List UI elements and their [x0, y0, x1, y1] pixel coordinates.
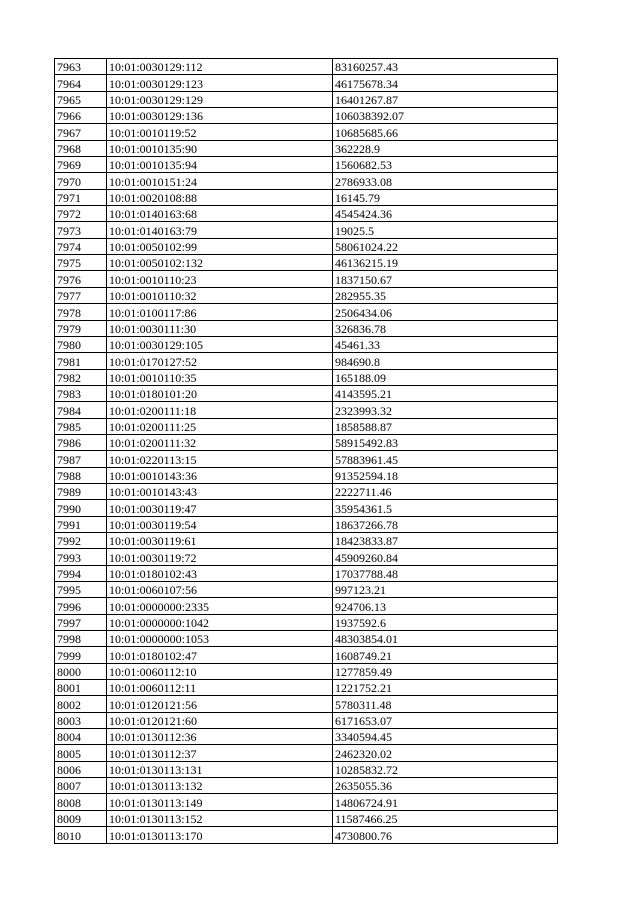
table-body — [55, 59, 558, 844]
table-row — [55, 680, 558, 696]
cadastral-number-cell: 10:01:0010119:52 — [107, 124, 333, 140]
cadastral-number-cell: 10:01:0000000:1053 — [107, 631, 333, 647]
cadastral-number-cell: 10:01:0130113:149 — [107, 794, 333, 810]
table-row — [55, 91, 558, 107]
cadastral-number-cell: 10:01:0060112:11 — [107, 680, 333, 696]
value-cell: 1221752.21 — [333, 680, 558, 696]
data-table — [54, 58, 558, 844]
cadastral-number-cell: 10:01:0010110:32 — [107, 287, 333, 303]
row-number-cell: 7973 — [55, 222, 107, 238]
value-cell: 3340594.45 — [333, 729, 558, 745]
row-number-cell: 7992 — [55, 532, 107, 548]
table-row — [55, 582, 558, 598]
value-cell: 10285832.72 — [333, 761, 558, 777]
table-row — [55, 255, 558, 271]
table-row — [55, 304, 558, 320]
cadastral-number-cell: 10:01:0000000:1042 — [107, 614, 333, 630]
table-row — [55, 467, 558, 483]
cadastral-number-cell: 10:01:0010151:24 — [107, 173, 333, 189]
table-row — [55, 549, 558, 565]
table-row — [55, 369, 558, 385]
row-number-cell: 8004 — [55, 729, 107, 745]
row-number-cell: 7977 — [55, 287, 107, 303]
table-row — [55, 598, 558, 614]
row-number-cell: 7978 — [55, 304, 107, 320]
row-number-cell: 7971 — [55, 189, 107, 205]
table-row — [55, 157, 558, 173]
cadastral-number-cell: 10:01:0000000:2335 — [107, 598, 333, 614]
table-row — [55, 173, 558, 189]
table-row — [55, 614, 558, 630]
table-row — [55, 124, 558, 140]
value-cell: 18637266.78 — [333, 516, 558, 532]
table-row — [55, 336, 558, 352]
row-number-cell: 8001 — [55, 680, 107, 696]
cadastral-number-cell: 10:01:0030129:105 — [107, 336, 333, 352]
cadastral-number-cell: 10:01:0050102:99 — [107, 238, 333, 254]
cadastral-number-cell: 10:01:0140163:68 — [107, 206, 333, 222]
table-row — [55, 189, 558, 205]
table-row — [55, 75, 558, 91]
table-row — [55, 778, 558, 794]
value-cell: 165188.09 — [333, 369, 558, 385]
value-cell: 4730800.76 — [333, 827, 558, 843]
table-row — [55, 320, 558, 336]
table-row — [55, 565, 558, 581]
value-cell: 4545424.36 — [333, 206, 558, 222]
value-cell: 997123.21 — [333, 582, 558, 598]
cadastral-number-cell: 10:01:0180101:20 — [107, 385, 333, 401]
value-cell: 2323993.32 — [333, 402, 558, 418]
cadastral-number-cell: 10:01:0010110:23 — [107, 271, 333, 287]
row-number-cell: 7966 — [55, 108, 107, 124]
row-number-cell: 8007 — [55, 778, 107, 794]
cadastral-number-cell: 10:01:0030119:47 — [107, 500, 333, 516]
row-number-cell: 7963 — [55, 59, 107, 75]
value-cell: 46175678.34 — [333, 75, 558, 91]
value-cell: 14806724.91 — [333, 794, 558, 810]
value-cell: 282955.35 — [333, 287, 558, 303]
cadastral-number-cell: 10:01:0180102:43 — [107, 565, 333, 581]
value-cell: 1837150.67 — [333, 271, 558, 287]
row-number-cell: 7972 — [55, 206, 107, 222]
table-row — [55, 418, 558, 434]
cadastral-number-cell: 10:01:0050102:132 — [107, 255, 333, 271]
value-cell: 17037788.48 — [333, 565, 558, 581]
row-number-cell: 8008 — [55, 794, 107, 810]
row-number-cell: 7991 — [55, 516, 107, 532]
value-cell: 57883961.45 — [333, 451, 558, 467]
table-row — [55, 500, 558, 516]
value-cell: 91352594.18 — [333, 467, 558, 483]
row-number-cell: 7980 — [55, 336, 107, 352]
row-number-cell: 7974 — [55, 238, 107, 254]
table-row — [55, 696, 558, 712]
cadastral-number-cell: 10:01:0100117:86 — [107, 304, 333, 320]
table-row — [55, 516, 558, 532]
cadastral-number-cell: 10:01:0180102:47 — [107, 647, 333, 663]
value-cell: 1560682.53 — [333, 157, 558, 173]
cadastral-number-cell: 10:01:0060107:56 — [107, 582, 333, 598]
value-cell: 83160257.43 — [333, 59, 558, 75]
value-cell: 984690.8 — [333, 353, 558, 369]
row-number-cell: 7964 — [55, 75, 107, 91]
table-row — [55, 271, 558, 287]
value-cell: 362228.9 — [333, 140, 558, 156]
cadastral-number-cell: 10:01:0030111:30 — [107, 320, 333, 336]
table-row — [55, 402, 558, 418]
row-number-cell: 7984 — [55, 402, 107, 418]
table-row — [55, 631, 558, 647]
row-number-cell: 7976 — [55, 271, 107, 287]
cadastral-number-cell: 10:01:0130112:36 — [107, 729, 333, 745]
value-cell: 11587466.25 — [333, 810, 558, 826]
value-cell: 5780311.48 — [333, 696, 558, 712]
table-row — [55, 761, 558, 777]
cadastral-number-cell: 10:01:0130113:170 — [107, 827, 333, 843]
cadastral-number-cell: 10:01:0010135:94 — [107, 157, 333, 173]
row-number-cell: 7970 — [55, 173, 107, 189]
row-number-cell: 7990 — [55, 500, 107, 516]
value-cell: 1277859.49 — [333, 663, 558, 679]
value-cell: 19025.5 — [333, 222, 558, 238]
cadastral-number-cell: 10:01:0010135:90 — [107, 140, 333, 156]
value-cell: 16401267.87 — [333, 91, 558, 107]
value-cell: 16145.79 — [333, 189, 558, 205]
value-cell: 4143595.21 — [333, 385, 558, 401]
row-number-cell: 8009 — [55, 810, 107, 826]
table-row — [55, 745, 558, 761]
table-row — [55, 794, 558, 810]
row-number-cell: 7988 — [55, 467, 107, 483]
cadastral-number-cell: 10:01:0030129:129 — [107, 91, 333, 107]
table-row — [55, 287, 558, 303]
value-cell: 48303854.01 — [333, 631, 558, 647]
value-cell: 2786933.08 — [333, 173, 558, 189]
value-cell: 46136215.19 — [333, 255, 558, 271]
row-number-cell: 7999 — [55, 647, 107, 663]
table-row — [55, 59, 558, 75]
value-cell: 1608749.21 — [333, 647, 558, 663]
row-number-cell: 7997 — [55, 614, 107, 630]
cadastral-number-cell: 10:01:0200111:32 — [107, 434, 333, 450]
value-cell: 1937592.6 — [333, 614, 558, 630]
row-number-cell: 7979 — [55, 320, 107, 336]
cadastral-number-cell: 10:01:0130112:37 — [107, 745, 333, 761]
table-row — [55, 810, 558, 826]
row-number-cell: 7993 — [55, 549, 107, 565]
value-cell: 2506434.06 — [333, 304, 558, 320]
cadastral-number-cell: 10:01:0060112:10 — [107, 663, 333, 679]
value-cell: 35954361.5 — [333, 500, 558, 516]
row-number-cell: 7969 — [55, 157, 107, 173]
row-number-cell: 7967 — [55, 124, 107, 140]
row-number-cell: 7982 — [55, 369, 107, 385]
row-number-cell: 8003 — [55, 712, 107, 728]
table-row — [55, 647, 558, 663]
cadastral-number-cell: 10:01:0030119:61 — [107, 532, 333, 548]
value-cell: 58061024.22 — [333, 238, 558, 254]
cadastral-number-cell: 10:01:0120121:56 — [107, 696, 333, 712]
value-cell: 10685685.66 — [333, 124, 558, 140]
row-number-cell: 7975 — [55, 255, 107, 271]
table-row — [55, 108, 558, 124]
cadastral-number-cell: 10:01:0010143:43 — [107, 483, 333, 499]
value-cell: 45909260.84 — [333, 549, 558, 565]
row-number-cell: 7968 — [55, 140, 107, 156]
table-row — [55, 663, 558, 679]
row-number-cell: 8002 — [55, 696, 107, 712]
value-cell: 2222711.46 — [333, 483, 558, 499]
row-number-cell: 8000 — [55, 663, 107, 679]
value-cell: 326836.78 — [333, 320, 558, 336]
cadastral-number-cell: 10:01:0020108:88 — [107, 189, 333, 205]
cadastral-number-cell: 10:01:0120121:60 — [107, 712, 333, 728]
table-row — [55, 206, 558, 222]
cadastral-number-cell: 10:01:0130113:131 — [107, 761, 333, 777]
row-number-cell: 7985 — [55, 418, 107, 434]
row-number-cell: 8006 — [55, 761, 107, 777]
table-row — [55, 434, 558, 450]
value-cell: 18423833.87 — [333, 532, 558, 548]
table-row — [55, 140, 558, 156]
table-row — [55, 532, 558, 548]
row-number-cell: 7987 — [55, 451, 107, 467]
value-cell: 6171653.07 — [333, 712, 558, 728]
row-number-cell: 7986 — [55, 434, 107, 450]
row-number-cell: 8010 — [55, 827, 107, 843]
value-cell: 2462320.02 — [333, 745, 558, 761]
row-number-cell: 7996 — [55, 598, 107, 614]
table-row — [55, 712, 558, 728]
row-number-cell: 7983 — [55, 385, 107, 401]
value-cell: 45461.33 — [333, 336, 558, 352]
cadastral-number-cell: 10:01:0170127:52 — [107, 353, 333, 369]
table-row — [55, 238, 558, 254]
cadastral-number-cell: 10:01:0010143:36 — [107, 467, 333, 483]
cadastral-number-cell: 10:01:0200111:18 — [107, 402, 333, 418]
table-row — [55, 483, 558, 499]
row-number-cell: 7981 — [55, 353, 107, 369]
row-number-cell: 7989 — [55, 483, 107, 499]
cadastral-number-cell: 10:01:0010110:35 — [107, 369, 333, 385]
value-cell: 58915492.83 — [333, 434, 558, 450]
table-row — [55, 385, 558, 401]
row-number-cell: 8005 — [55, 745, 107, 761]
value-cell: 924706.13 — [333, 598, 558, 614]
table-row — [55, 729, 558, 745]
value-cell: 2635055.36 — [333, 778, 558, 794]
value-cell: 106038392.07 — [333, 108, 558, 124]
table-row — [55, 827, 558, 843]
cadastral-number-cell: 10:01:0030129:136 — [107, 108, 333, 124]
cadastral-number-cell: 10:01:0140163:79 — [107, 222, 333, 238]
row-number-cell: 7994 — [55, 565, 107, 581]
cadastral-number-cell: 10:01:0220113:15 — [107, 451, 333, 467]
row-number-cell: 7965 — [55, 91, 107, 107]
table-row — [55, 353, 558, 369]
cadastral-number-cell: 10:01:0130113:152 — [107, 810, 333, 826]
row-number-cell: 7998 — [55, 631, 107, 647]
value-cell: 1858588.87 — [333, 418, 558, 434]
cadastral-number-cell: 10:01:0030119:54 — [107, 516, 333, 532]
table-row — [55, 222, 558, 238]
row-number-cell: 7995 — [55, 582, 107, 598]
cadastral-number-cell: 10:01:0030119:72 — [107, 549, 333, 565]
cadastral-number-cell: 10:01:0200111:25 — [107, 418, 333, 434]
cadastral-number-cell: 10:01:0030129:112 — [107, 59, 333, 75]
table-row — [55, 451, 558, 467]
cadastral-number-cell: 10:01:0030129:123 — [107, 75, 333, 91]
cadastral-number-cell: 10:01:0130113:132 — [107, 778, 333, 794]
